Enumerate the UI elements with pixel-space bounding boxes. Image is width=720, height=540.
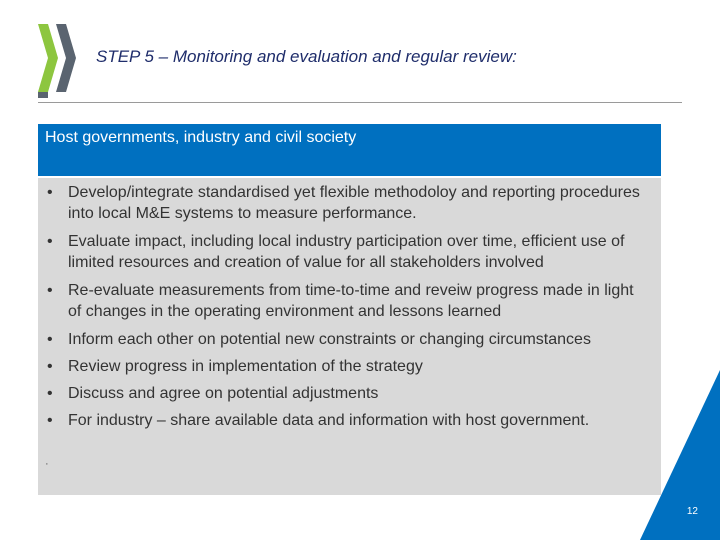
list-item-text: Evaluate impact, including local industry participation over time, efficient use of limited resources and creation of value for all stakeholders involved bbox=[68, 233, 625, 271]
list-item-text: Develop/integrate standardised yet flexible methodoloy and reporting procedures into local M&E systems to measure performance. bbox=[68, 184, 640, 222]
panel-header: Host governments, industry and civil society bbox=[38, 124, 661, 176]
bullet-icon: • bbox=[47, 412, 53, 429]
list-item bbox=[46, 410, 647, 431]
oecd-logo-icon bbox=[36, 22, 80, 100]
list-item bbox=[46, 231, 647, 273]
bullet-icon: • bbox=[47, 233, 53, 250]
list-item bbox=[46, 280, 647, 322]
list-item-text: Inform each other on potential new constraints or changing circumstances bbox=[68, 331, 591, 348]
list-item bbox=[46, 182, 647, 224]
slide-title: STEP 5 – Monitoring and evaluation and regular review: bbox=[96, 47, 517, 66]
list-item bbox=[46, 356, 647, 377]
page-number: 12 bbox=[686, 506, 698, 517]
trailing-bullet-mark: · bbox=[45, 458, 49, 470]
bullet-list bbox=[38, 178, 661, 431]
bullet-icon: • bbox=[47, 331, 53, 348]
list-item-text: Re-evaluate measurements from time-to-time and reveiw progress made in light of changes in the operating environment and lessons learned bbox=[68, 282, 634, 320]
panel-body bbox=[38, 178, 661, 495]
list-item-text: Review progress in implementation of the strategy bbox=[68, 358, 423, 375]
corner-triangle-decoration bbox=[640, 370, 720, 540]
bullet-icon: • bbox=[47, 184, 53, 201]
bullet-icon: • bbox=[47, 358, 53, 375]
bullet-icon: • bbox=[47, 282, 53, 299]
list-item bbox=[46, 329, 647, 350]
bullet-icon: • bbox=[47, 385, 53, 402]
list-item bbox=[46, 383, 647, 404]
list-item-text: Discuss and agree on potential adjustments bbox=[68, 385, 379, 402]
list-item-text: For industry – share available data and information with host government. bbox=[68, 412, 590, 429]
title-divider bbox=[38, 102, 682, 103]
